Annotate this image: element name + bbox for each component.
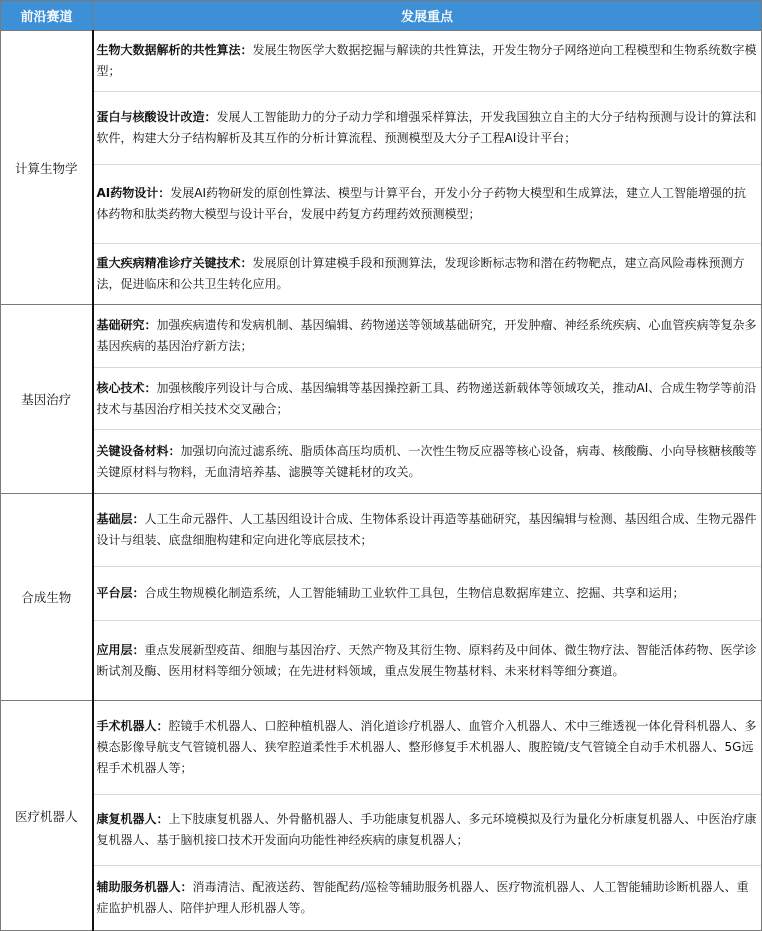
- focus-item-title: 生物大数据解析的共性算法：: [96, 43, 253, 57]
- focus-item-text: 发展原创计算建模手段和预测算法，发现诊断标志物和潜在药物靶点，建立高风险毒株预测方法，促进临床和公共卫生转化应用。: [96, 256, 745, 291]
- table-row: [1, 701, 762, 931]
- header-row: [1, 1, 762, 31]
- focus-item-title: 应用层：: [96, 642, 145, 657]
- header-track: 前沿赛道: [1, 1, 93, 31]
- focus-cell: [93, 31, 762, 305]
- focus-item-text: 腔镜手术机器人、口腔种植机器人、消化道诊疗机器人、血管介入机器人、术中三维透视一体化骨科机器人、多模态影像导航支气管镜机器人、狭窄腔道柔性手术机器人、整形修复手术机器人、腹腔镜/支气管镜全自动手术机器人、5G远程手术机器人等；: [96, 719, 757, 775]
- category-cell: 基因治疗: [1, 305, 93, 494]
- focus-item-text: 合成生物规模化制造系统，人工智能辅助工业软件工具包，生物信息数据库建立、挖掘、共享和运用；: [144, 586, 685, 600]
- focus-item: [94, 305, 762, 368]
- focus-item-text: 发展人工智能助力的分子动力学和增强采样算法，开发我国独立自主的大分子结构预测与设计的算法和软件，构建大分子结构解析及其互作的分析计算流程、预测模型及大分子工程AI设计平台；: [96, 110, 757, 145]
- category-cell: 医疗机器人: [1, 701, 93, 931]
- focus-item: [94, 621, 762, 700]
- focus-item: [94, 92, 762, 165]
- focus-item: [94, 701, 762, 795]
- focus-item: [94, 866, 762, 930]
- focus-item-title: 蛋白与核酸设计改造：: [96, 110, 217, 124]
- focus-item: [94, 368, 762, 430]
- focus-item-title: 平台层：: [96, 586, 145, 600]
- focus-item-text: 发展AI药物研发的原创性算法、模型与计算平台，开发小分子药物大模型和生成算法，建立人工智能增强的抗体药物和肽类药物大模型与设计平台，发展中药复方药理药效预测模型；: [96, 186, 747, 221]
- focus-item: [94, 244, 762, 304]
- focus-cell: [93, 701, 762, 931]
- focus-item-title: 核心技术：: [96, 380, 157, 395]
- focus-item: [94, 494, 762, 567]
- focus-item: [94, 165, 762, 244]
- focus-item-title: 辅助服务机器人：: [96, 880, 193, 894]
- focus-item-text: 加强切向流过滤系统、脂质体高压均质机、一次性生物反应器等核心设备，病毒、核酸酶、小向导核糖核酸等关键原材料与物料，无血清培养基、滤膜等关键耗材的攻关。: [96, 443, 757, 479]
- category-cell: 计算生物学: [1, 31, 93, 305]
- focus-item-title: 康复机器人：: [96, 812, 169, 826]
- focus-item-text: 加强疾病遗传和发病机制、基因编辑、药物递送等领域基础研究，开发肿瘤、神经系统疾病、心血管疾病等复杂多基因疾病的基因治疗新方法；: [96, 318, 757, 353]
- focus-cell: [93, 305, 762, 494]
- focus-item-title: 关键设备材料：: [96, 443, 181, 458]
- focus-item-title: 基础层：: [96, 512, 145, 526]
- focus-item-text: 上下肢康复机器人、外骨骼机器人、手功能康复机器人、多元环境模拟及行为量化分析康复机器人、中医治疗康复机器人、基于脑机接口技术开发面向功能性神经疾病的康复机器人；: [96, 812, 757, 847]
- table-row: [1, 31, 762, 305]
- focus-item-text: 发展生物医学大数据挖掘与解读的共性算法，开发生物分子网络逆向工程模型和生物系统数字模型；: [96, 43, 757, 78]
- focus-cell: [93, 494, 762, 701]
- table-row: [1, 305, 762, 494]
- focus-item-title: 基础研究：: [96, 318, 157, 332]
- focus-item-title: 重大疾病精准诊疗关键技术：: [96, 256, 253, 270]
- header-focus: 发展重点: [93, 1, 762, 31]
- focus-item-title: AI药物设计：: [96, 186, 171, 200]
- focus-item-title: 手术机器人：: [96, 719, 169, 733]
- focus-item: [94, 430, 762, 493]
- focus-item-text: 人工生命元器件、人工基因组设计合成、生物体系设计再造等基础研究，基因编辑与检测、基因组合成、生物元器件设计与组装、底盘细胞构建和定向进化等底层技术；: [96, 512, 757, 547]
- focus-item: [94, 567, 762, 621]
- table-row: [1, 494, 762, 701]
- focus-item-text: 重点发展新型疫苗、细胞与基因治疗、天然产物及其衍生物、原料药及中间体、微生物疗法、智能活体药物、医学诊断试剂及酶、医用材料等细分领域；在先进材料领域，重点发展生物基材料、未来材料等细分赛道。: [96, 642, 757, 678]
- focus-item-text: 消毒清洁、配液送药、智能配药/巡检等辅助服务机器人、医疗物流机器人、人工智能辅助诊断机器人、重症监护机器人、陪伴护理人形机器人等。: [96, 880, 749, 915]
- focus-item: [94, 31, 762, 92]
- focus-item-text: 加强核酸序列设计与合成、基因编辑等基因操控新工具、药物递送新载体等领域攻关，推动AI、合成生物学等前沿技术与基因治疗相关技术交叉融合；: [96, 380, 757, 416]
- focus-item: [94, 795, 762, 866]
- category-cell: 合成生物: [1, 494, 93, 701]
